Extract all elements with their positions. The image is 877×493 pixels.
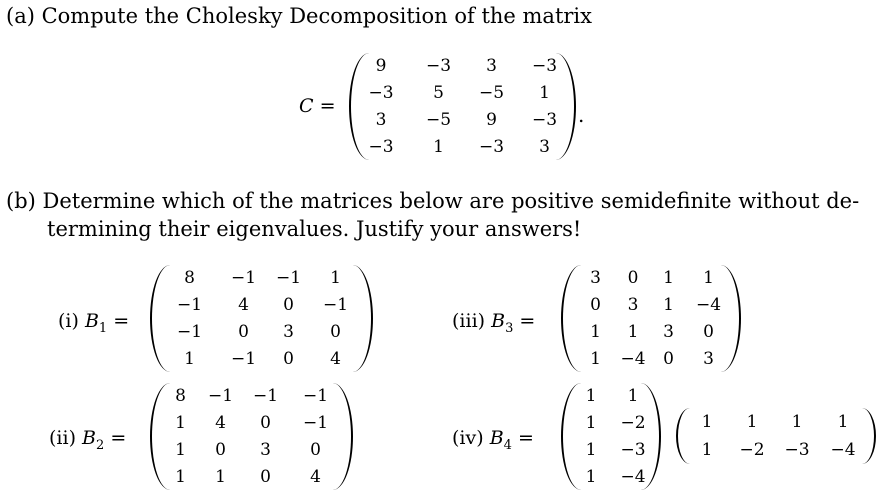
matrix-entry: 1 [175, 413, 186, 434]
matrix-entry: 1 [184, 348, 195, 369]
matrix-entry: 1 [433, 136, 444, 157]
matrix-entry: −3 [531, 56, 558, 77]
b3-sub: 3 [505, 320, 514, 336]
matrix-entry: −4 [830, 440, 856, 460]
b1-sub: 1 [98, 320, 108, 336]
matrix-entry: −1 [275, 268, 302, 289]
matrix-entry: 1 [215, 466, 226, 487]
matrix-entry: 1 [585, 439, 597, 460]
matrix-entry: −2 [739, 440, 765, 460]
matrix-entry: −3 [368, 136, 394, 157]
matrix-entry: −5 [425, 109, 452, 130]
matrix-entry: 1 [330, 268, 341, 289]
part-b-statement-line1: (b) Determine which of the matrices below are positive semidefinite without de- [6, 189, 860, 213]
matrix-c [349, 53, 576, 160]
matrix-entry: −5 [478, 83, 505, 104]
matrix-entry: 3 [283, 321, 294, 342]
matrix-entry: 1 [663, 268, 674, 289]
b2-eq: = [110, 427, 127, 449]
matrix-entry: 9 [486, 109, 497, 130]
b1-label [58, 310, 129, 336]
matrix-entry: 0 [627, 268, 639, 289]
matrix-grid [563, 265, 739, 372]
matrix-entry: −1 [207, 386, 234, 407]
matrix-entry: 8 [175, 386, 186, 407]
matrix-entry: 4 [215, 413, 226, 434]
b4-prefix: (iv) [452, 427, 484, 449]
b1-var: B [84, 310, 99, 332]
matrix-entry: −3 [784, 440, 810, 460]
matrix-entry: 0 [260, 466, 271, 487]
matrix-entry: 1 [663, 295, 674, 316]
matrix-entry: 9 [375, 56, 387, 77]
matrix-entry: −1 [302, 386, 329, 407]
matrix-entry: −1 [322, 295, 349, 316]
matrix-entry: −1 [230, 348, 257, 369]
matrix-entry: 0 [703, 321, 714, 342]
matrix-b3 [561, 265, 741, 372]
matrix-entry: 1 [175, 466, 186, 487]
matrix-entry: 1 [791, 412, 803, 432]
part-a-statement: (a) Compute the Cholesky Decomposition of the matrix [6, 4, 592, 28]
b2-prefix: (ii) [49, 427, 76, 449]
matrix-entry: 4 [238, 295, 249, 316]
matrix-entry: −4 [695, 295, 722, 316]
matrix-entry: 3 [260, 439, 271, 460]
b3-label [452, 310, 535, 336]
b4-var: B [489, 427, 504, 449]
matrix-entry: 1 [627, 321, 639, 342]
matrix-entry: −4 [620, 466, 646, 487]
matrix-entry: −1 [176, 321, 203, 342]
matrix-grid [563, 383, 659, 490]
matrix-entry: 0 [330, 321, 341, 342]
matrix-entry: −1 [176, 295, 203, 316]
matrix-entry: 3 [539, 136, 550, 157]
b4-sub: 4 [503, 437, 512, 453]
matrix-entry: 8 [184, 268, 195, 289]
matrix-entry: 0 [283, 295, 294, 316]
matrix-entry: 4 [310, 466, 321, 487]
matrix-entry: −1 [252, 386, 279, 407]
b4-eq: = [517, 427, 534, 449]
matrix-entry: −3 [620, 439, 646, 460]
matrix-entry: 0 [260, 413, 271, 434]
matrix-entry: 0 [215, 439, 226, 460]
matrix-entry: −4 [620, 348, 646, 369]
matrix-entry: 1 [837, 412, 849, 432]
matrix-entry: 1 [585, 466, 597, 487]
matrix-entry: −3 [478, 136, 505, 157]
matrix-entry: −3 [425, 56, 452, 77]
b2-sub: 2 [96, 437, 105, 453]
matrix-entry: 0 [663, 348, 674, 369]
b4-label [452, 427, 534, 453]
matrix-entry: 0 [283, 348, 294, 369]
matrix-c-var: C [299, 95, 314, 117]
matrix-entry: 3 [590, 268, 601, 289]
matrix-entry: 1 [703, 268, 714, 289]
matrix-entry: 1 [590, 348, 601, 369]
matrix-entry: −2 [620, 413, 646, 434]
matrix-entry: 1 [175, 439, 186, 460]
matrix-entry: 3 [663, 321, 674, 342]
matrix-grid [351, 53, 574, 160]
matrix-entry: −1 [230, 268, 257, 289]
matrix-b1 [150, 265, 373, 372]
matrix-entry: 1 [701, 412, 713, 432]
matrix-entry: −1 [302, 413, 329, 434]
matrix-b2 [150, 383, 353, 490]
b1-eq: = [113, 310, 130, 332]
matrix-entry: 3 [627, 295, 639, 316]
matrix-entry: 4 [330, 348, 341, 369]
matrix-entry: 3 [375, 109, 387, 130]
matrix-b4-right [676, 408, 876, 464]
matrix-b4-left [561, 383, 661, 490]
matrix-grid [152, 265, 371, 372]
part-b-statement-line2: termining their eigenvalues. Justify your answers! [47, 217, 582, 241]
matrix-entry: −3 [531, 109, 558, 130]
matrix-c-eq: = [319, 95, 336, 117]
matrix-entry: 5 [433, 83, 444, 104]
matrix-entry: 1 [627, 386, 639, 407]
matrix-entry: 0 [590, 295, 601, 316]
matrix-c-period: . [578, 103, 585, 127]
matrix-entry: 1 [746, 412, 758, 432]
b2-var: B [82, 427, 96, 449]
matrix-c-label [299, 95, 336, 117]
matrix-grid [678, 408, 874, 464]
matrix-grid [152, 383, 351, 490]
b3-eq: = [519, 310, 536, 332]
matrix-entry: 0 [238, 321, 249, 342]
matrix-entry: 1 [585, 386, 597, 407]
b1-prefix: (i) [58, 310, 79, 332]
matrix-entry: −3 [368, 83, 394, 104]
matrix-entry: 0 [310, 439, 321, 460]
matrix-entry: 3 [703, 348, 714, 369]
b3-prefix: (iii) [452, 310, 486, 332]
matrix-entry: 1 [590, 321, 601, 342]
b2-label [49, 427, 126, 453]
matrix-entry: 1 [585, 413, 597, 434]
matrix-entry: 1 [539, 83, 550, 104]
matrix-entry: 1 [701, 440, 713, 460]
b3-var: B [491, 310, 506, 332]
matrix-entry: 3 [486, 56, 497, 77]
